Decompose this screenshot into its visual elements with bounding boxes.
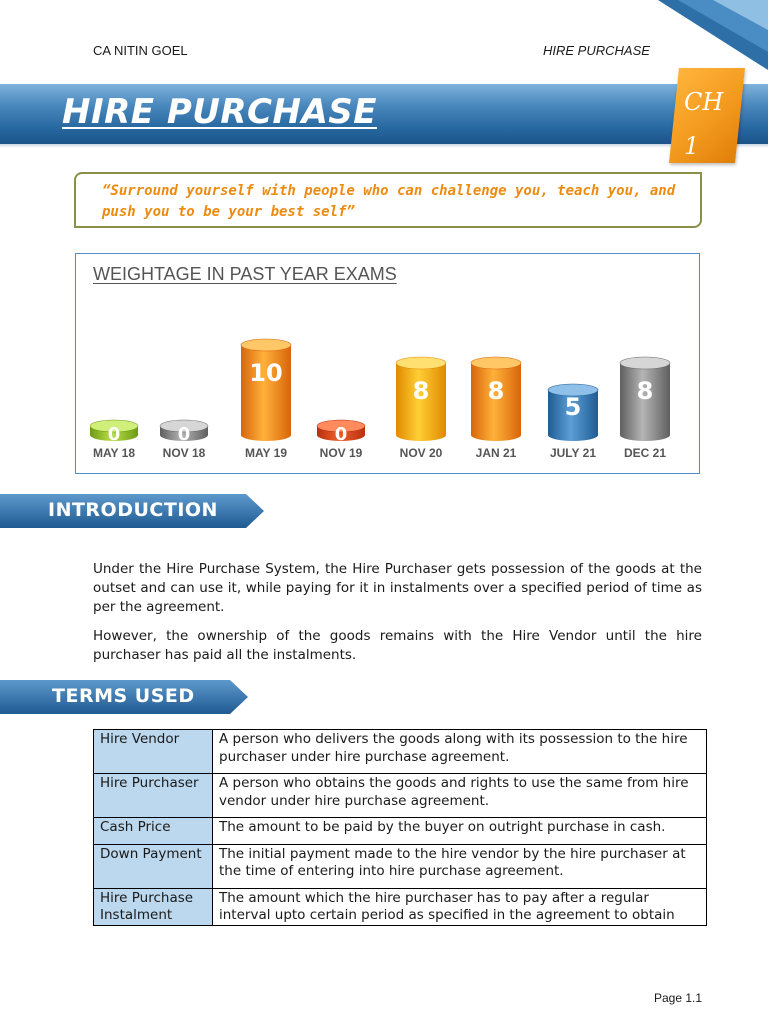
bar-2 [241,339,291,460]
data-label: 8 [636,377,654,405]
bar-7 [620,357,670,460]
tick-label: JULY 21 [549,446,597,460]
definition-cell: The initial payment made to the hire vendor by the hire purchaser at the time of entering into hire purchase agreement. [213,844,707,888]
terms-heading: TERMS USED [52,685,195,707]
chart-title: WEIGHTAGE IN PAST YEAR EXAMS [93,264,397,284]
term-cell: Hire Purchase Instalment [94,888,213,925]
bar-4 [396,357,446,460]
terms-table [93,729,707,926]
definition-cell: The amount to be paid by the buyer on outright purchase in cash. [213,818,707,845]
definition-cell: The amount which the hire purchaser has to pay after a regular interval upto certain period as specified in the agreement to obtain [213,888,707,925]
tick-label: MAY 19 [244,446,288,460]
term-cell: Down Payment [94,844,213,888]
quote-text: “Surround yourself with people who can challenge you, teach you, and push you to be your best self” [102,183,676,220]
term-cell: Hire Vendor [94,730,213,774]
data-label: 0 [334,424,348,445]
tick-label: MAY 18 [92,446,136,460]
table-row [94,888,707,925]
chapter-digit: 1 [684,132,700,160]
data-label: 5 [564,392,582,421]
tick-label: NOV 19 [319,446,363,460]
author-name: CA NITIN GOEL [93,43,188,58]
data-label: 10 [249,359,283,387]
bar-top [241,339,291,351]
intro-paragraph-1: Under the Hire Purchase System, the Hire Purchaser gets possession of the goods at the outset and can use it, while paying for it in instalments over a specified period of time as per the agreement. [93,561,702,615]
tick-label: NOV 18 [162,446,206,460]
bar-0 [90,420,138,460]
bar-3 [317,420,365,460]
bar-1 [160,420,208,460]
bar-6 [548,384,598,460]
data-label: 0 [177,424,191,445]
term-cell: Hire Purchaser [94,774,213,818]
data-label: 8 [487,377,505,405]
chapter-prefix: CH [684,88,724,116]
title-banner-shadow [0,144,768,148]
definition-cell: A person who delivers the goods along with its possession to the hire purchaser under hire purchase agreement. [213,730,707,774]
introduction-heading: INTRODUCTION [48,499,218,521]
table-row [94,730,707,774]
corner-decoration [658,0,768,70]
tick-label: DEC 21 [623,446,667,460]
intro-paragraph-2: However, the ownership of the goods remains with the Hire Vendor until the hire purchaser has paid all the instalments. [93,628,702,663]
definition-cell: A person who obtains the goods and rights to use the same from hire vendor under hire purchase agreement. [213,774,707,818]
data-label: 8 [412,377,430,405]
chapter-title: HIRE PURCHASE [62,92,377,132]
table-row [94,818,707,845]
bar-5 [471,357,521,460]
bar-top [396,357,446,369]
bar-top [620,357,670,369]
tick-label: JAN 21 [475,446,517,460]
chapter-number [684,80,734,168]
table-row [94,844,707,888]
data-label: 0 [107,424,121,445]
table-row [94,774,707,818]
term-cell: Cash Price [94,818,213,845]
weightage-chart [76,290,698,470]
tick-label: NOV 20 [399,446,443,460]
running-title: HIRE PURCHASE [543,43,650,58]
page-number: Page 1.1 [654,991,703,1005]
bar-top [471,357,521,369]
